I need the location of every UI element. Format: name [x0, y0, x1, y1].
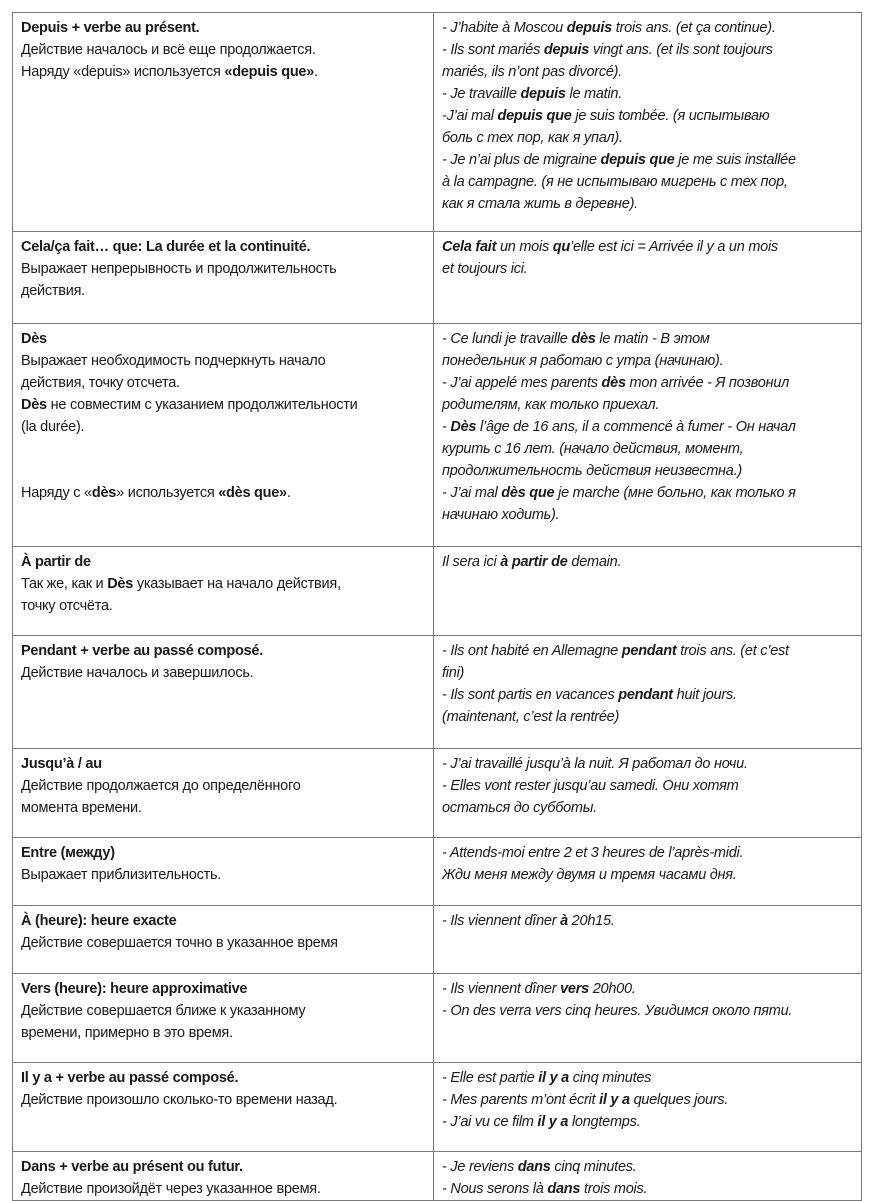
table-row [13, 749, 862, 838]
rule-line [21, 460, 425, 482]
example-line [442, 1067, 853, 1089]
highlighted-term: à [560, 913, 568, 929]
text-segment: à la campagne. (я не испытываю мигрень с тех пор, [442, 174, 788, 190]
examples-cell [434, 547, 862, 636]
example-line [442, 17, 853, 39]
rule-line [21, 39, 425, 61]
text-segment: - Ils sont partis en vacances [442, 687, 619, 703]
text-segment: huit jours. [672, 687, 737, 703]
text-segment: - Mes parents m’ont écrit [442, 1092, 600, 1108]
highlighted-term: dès que [501, 485, 555, 501]
text-segment: Действие началось и всё еще продолжается. [21, 42, 316, 58]
rule-line [21, 551, 425, 573]
rule-line [21, 236, 425, 258]
rule-line [21, 438, 425, 460]
rule-line [21, 595, 425, 617]
rule-line [21, 372, 425, 394]
table-row [13, 974, 862, 1063]
text-segment: mariés, ils n’ont pas divorcé). [442, 64, 623, 80]
rule-cell [13, 906, 434, 974]
example-line [442, 797, 853, 819]
example-line [442, 416, 853, 438]
rule-line [21, 573, 425, 595]
examples-cell [434, 906, 862, 974]
text-segment: Наряду с « [21, 485, 92, 501]
text-segment: Действие совершается ближе к указанному [21, 1003, 306, 1019]
text-segment: - Nous serons là [442, 1181, 548, 1197]
highlighted-term: depuis [520, 86, 566, 102]
highlighted-term: pendant [621, 643, 677, 659]
text-segment: » используется [116, 485, 219, 501]
highlighted-term: pendant [618, 687, 673, 703]
text-segment: et toujours ici. [442, 261, 528, 277]
example-line [442, 438, 853, 460]
text-segment: курить с 16 лет. (начало действия, момент, [442, 441, 744, 457]
text-segment: - Ils viennent dîner [442, 913, 561, 929]
example-line [442, 753, 853, 775]
text-segment: - Je travaille [442, 86, 521, 102]
example-line [442, 171, 853, 193]
text-segment: момента времени. [21, 800, 142, 816]
text-segment: - Je n’ai plus de migraine [442, 152, 601, 168]
text-segment: . [314, 64, 318, 80]
text-segment: je marche (мне больно, как только я [554, 485, 796, 501]
examples-cell [434, 324, 862, 547]
text-segment: fini) [442, 665, 465, 681]
examples-cell [434, 636, 862, 749]
rule-line [21, 910, 425, 932]
example-line [442, 105, 853, 127]
highlighted-term: Dans + verbe au présent ou futur. [21, 1159, 243, 1175]
example-line [442, 482, 853, 504]
text-segment: 20h00. [588, 981, 636, 997]
text-segment: времени, примерно в это время. [21, 1025, 233, 1041]
highlighted-term: dès [601, 375, 626, 391]
rule-cell [13, 547, 434, 636]
text-segment: Жди меня между двумя и тремя часами дня. [442, 867, 737, 883]
example-line [442, 127, 853, 149]
rule-line [21, 280, 425, 302]
highlighted-term: «depuis que» [224, 64, 315, 80]
text-segment: le matin. [565, 86, 623, 102]
highlighted-term: à partir de [500, 554, 568, 570]
rule-cell [13, 838, 434, 906]
highlighted-term: Pendant + verbe au passé composé. [21, 643, 263, 659]
text-segment: - Je reviens [442, 1159, 518, 1175]
example-line [442, 640, 853, 662]
example-line [442, 39, 853, 61]
example-line [442, 842, 853, 864]
text-segment: - Ils viennent dîner [442, 981, 561, 997]
text-segment: - Ce lundi je travaille [442, 331, 572, 347]
text-segment: как я стала жить в деревне). [442, 196, 638, 212]
example-line [442, 504, 853, 526]
table-row [13, 838, 862, 906]
table-row [13, 547, 862, 636]
highlighted-term: depuis que [497, 108, 572, 124]
example-line [442, 1089, 853, 1111]
text-segment: - Ils sont mariés [442, 42, 544, 58]
rule-line [21, 1156, 425, 1178]
highlighted-term: À partir de [21, 554, 91, 570]
example-line [442, 149, 853, 171]
highlighted-term: il y a [537, 1114, 569, 1130]
text-segment: vingt ans. (et ils sont toujours [589, 42, 773, 58]
rule-cell [13, 232, 434, 324]
text-segment: - J’habite à Moscou [442, 20, 567, 36]
text-segment: не совместим с указанием продолжительности [46, 397, 358, 413]
text-segment: le matin - В этом [595, 331, 710, 347]
text-segment: -J’ai mal [442, 108, 498, 124]
rule-cell [13, 324, 434, 547]
text-segment: Выражает непрерывность и продолжительность [21, 261, 337, 277]
highlighted-term: Dès [450, 419, 477, 435]
examples-cell [434, 749, 862, 838]
text-segment: - On des verra vers cinq heures. Увидимся около пяти. [442, 1003, 793, 1019]
table-row [13, 1152, 862, 1201]
text-segment: Il sera ici [442, 554, 501, 570]
text-segment: Так же, как и [21, 576, 108, 592]
rule-line [21, 932, 425, 954]
rule-line [21, 1178, 425, 1200]
rule-line [21, 797, 425, 819]
example-line [442, 662, 853, 684]
highlighted-term: dans [547, 1181, 581, 1197]
rule-line [21, 416, 425, 438]
text-segment: (la durée). [21, 419, 85, 435]
text-segment: Действие совершается точно в указанное время [21, 935, 338, 951]
highlighted-term: qu [552, 239, 570, 255]
example-line [442, 394, 853, 416]
rule-line [21, 258, 425, 280]
example-line [442, 1000, 853, 1022]
rule-line [21, 864, 425, 886]
example-line [442, 864, 853, 886]
text-segment: начинаю ходить). [442, 507, 560, 523]
text-segment: - Attends-moi entre 2 et 3 heures de l’après-midi. [442, 845, 744, 861]
text-segment: Действие началось и завершилось. [21, 665, 254, 681]
text-segment: действия, точку отсчета. [21, 375, 180, 391]
highlighted-term: dès [571, 331, 596, 347]
rule-line [21, 1022, 425, 1044]
highlighted-term: vers [560, 981, 589, 997]
table-body [13, 13, 862, 1201]
text-segment: quelques jours. [629, 1092, 729, 1108]
example-line [442, 61, 853, 83]
highlighted-term: dès [91, 485, 117, 501]
rule-line [21, 394, 425, 416]
highlighted-term: Dès [107, 576, 134, 592]
examples-cell [434, 1063, 862, 1152]
example-line [442, 1156, 853, 1178]
rule-cell [13, 1152, 434, 1201]
text-segment: trois ans. (et ça continue). [612, 20, 776, 36]
rule-cell [13, 636, 434, 749]
highlighted-term: Depuis + verbe au présent. [21, 20, 200, 36]
rule-line [21, 662, 425, 684]
text-segment: действия. [21, 283, 85, 299]
rule-cell [13, 749, 434, 838]
example-line [442, 193, 853, 215]
example-line [442, 1178, 853, 1200]
highlighted-term: Dès [21, 331, 47, 347]
examples-cell [434, 13, 862, 232]
text-segment: понедельник я работаю с утра (начинаю). [442, 353, 724, 369]
example-line [442, 775, 853, 797]
text-segment: l’âge de 16 ans, il a commencé à fumer - Он начал [476, 419, 796, 435]
highlighted-term: Cela fait [442, 239, 497, 255]
rule-line [21, 978, 425, 1000]
example-line [442, 328, 853, 350]
rule-line [21, 775, 425, 797]
text-segment: demain. [567, 554, 622, 570]
rule-line [21, 1089, 425, 1111]
text-segment: mon arrivée - Я позвонил [625, 375, 790, 391]
examples-cell [434, 974, 862, 1063]
example-line [442, 910, 853, 932]
table-row [13, 906, 862, 974]
example-line [442, 978, 853, 1000]
example-line [442, 258, 853, 280]
rule-cell [13, 1063, 434, 1152]
text-segment: Наряду «depuis» используется [21, 64, 225, 80]
example-line [442, 350, 853, 372]
text-segment: точку отсчёта. [21, 598, 113, 614]
examples-cell [434, 838, 862, 906]
text-segment: продолжительность действия неизвестна.) [442, 463, 742, 479]
highlighted-term: il y a [538, 1070, 569, 1086]
text-segment: longtemps. [568, 1114, 641, 1130]
text-segment: cinq minutes. [550, 1159, 637, 1175]
rule-line [21, 842, 425, 864]
highlighted-term: il y a [599, 1092, 630, 1108]
text-segment: остаться до субботы. [442, 800, 597, 816]
rule-line [21, 17, 425, 39]
rule-line [21, 328, 425, 350]
text-segment: Действие продолжается до определённого [21, 778, 301, 794]
text-segment: - J’ai vu ce film [442, 1114, 538, 1130]
rule-line [21, 1000, 425, 1022]
text-segment: je suis tombée. (я испытываю [571, 108, 770, 124]
example-line [442, 1111, 853, 1133]
highlighted-term: depuis que [600, 152, 675, 168]
examples-cell [434, 232, 862, 324]
time-prepositions-table [12, 12, 862, 1201]
highlighted-term: Cela/ça fait… que: La durée et la continuité. [21, 239, 311, 255]
rule-line [21, 753, 425, 775]
highlighted-term: Entre (между) [21, 845, 115, 861]
text-segment: Выражает приблизительность. [21, 867, 222, 883]
text-segment: - [442, 419, 451, 435]
table-row [13, 13, 862, 232]
example-line [442, 551, 853, 573]
table-row [13, 1063, 862, 1152]
text-segment: - Elle est partie [442, 1070, 539, 1086]
table-row [13, 324, 862, 547]
text-segment: указывает на начало действия, [133, 576, 341, 592]
highlighted-term: Jusqu’à / au [21, 756, 102, 772]
example-line [442, 372, 853, 394]
example-line [442, 236, 853, 258]
highlighted-term: À (heure): heure exacte [21, 913, 177, 929]
highlighted-term: dans [517, 1159, 551, 1175]
text-segment: 20h15. [567, 913, 615, 929]
text-segment: trois mois. [580, 1181, 648, 1197]
text-segment: Выражает необходимость подчеркнуть начало [21, 353, 326, 369]
highlighted-term: depuis [566, 20, 612, 36]
text-segment: je me suis installée [674, 152, 796, 168]
example-line [442, 83, 853, 105]
text-segment: cinq minutes [569, 1070, 652, 1086]
highlighted-term: «dès que» [218, 485, 287, 501]
rule-line [21, 1067, 425, 1089]
text-segment: trois ans. (et c’est [676, 643, 789, 659]
text-segment: un mois [496, 239, 553, 255]
rule-line [21, 61, 425, 83]
highlighted-term: Il y a + verbe au passé composé. [21, 1070, 239, 1086]
text-segment: Действие произойдёт через указанное время. [21, 1181, 321, 1197]
rule-line [21, 640, 425, 662]
example-line [442, 684, 853, 706]
text-segment: боль с тех пор, как я упал). [442, 130, 623, 146]
examples-cell [434, 1152, 862, 1201]
text-segment: - J’ai travaillé jusqu’à la nuit. Я работал до ночи. [442, 756, 748, 772]
table-row [13, 232, 862, 324]
text-segment: родителям, как только приехал. [442, 397, 660, 413]
rule-cell [13, 974, 434, 1063]
text-segment: - J’ai mal [442, 485, 502, 501]
text-segment: - J’ai appelé mes parents [442, 375, 602, 391]
example-line [442, 706, 853, 728]
text-segment: (maintenant, c’est la rentrée) [442, 709, 620, 725]
text-segment: - Ils ont habité en Allemagne [442, 643, 622, 659]
table-row [13, 636, 862, 749]
rule-line [21, 482, 425, 504]
text-segment: . [286, 485, 291, 501]
text-segment: ’elle est ici = Arrivée il y a un mois [569, 239, 778, 255]
text-segment: Действие произошло сколько-то времени назад. [21, 1092, 338, 1108]
text-segment: - Elles vont rester jusqu’au samedi. Они хотят [442, 778, 739, 794]
example-line [442, 460, 853, 482]
rule-cell [13, 13, 434, 232]
highlighted-term: Dès [21, 397, 47, 413]
highlighted-term: depuis [543, 42, 590, 58]
highlighted-term: Vers (heure): heure approximative [21, 981, 248, 997]
rule-line [21, 350, 425, 372]
